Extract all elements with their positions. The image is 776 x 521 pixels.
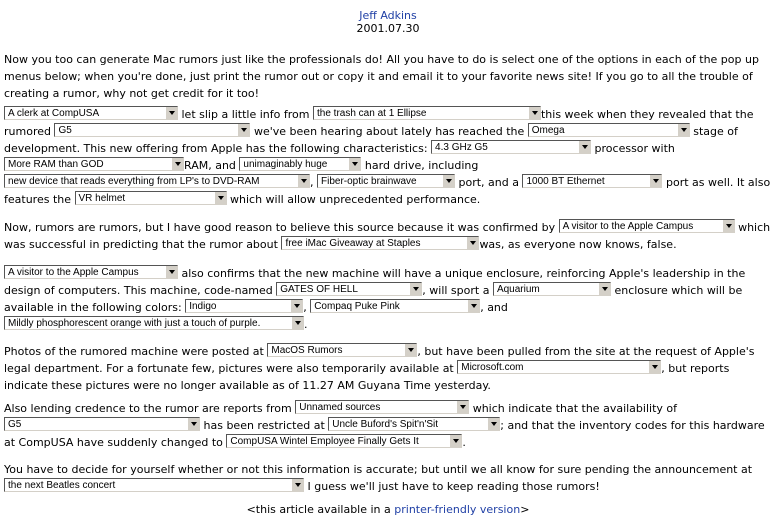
product-select[interactable]: G5 <box>54 123 250 137</box>
sources-select[interactable]: Unnamed sources <box>295 400 469 414</box>
chevron-down-icon <box>677 124 689 136</box>
event-select[interactable]: the next Beatles concert <box>4 478 304 492</box>
paragraph-4: Photos of the rumored machine were posted at MacOS Rumors , but have been pulled from the site at the request of Apple's legal department. For a fortunate few, pictures were also temporarily available at Microsoft.com , but reports indicate these pictures were no longer available as of 11.27 AM Guyana Time yesterday. <box>4 345 755 392</box>
paragraph-3: A visitor to the Apple Campus also confirms that the new machine will have a unique enclosure, reinforcing Apple's leadership in the design of computers. This machine, code-named GATES OF HELL , will sport a Aquarium enclosure which will be available in the following colors: Indigo , Compaq Puke Pink , and Mildly phosphorescent orange with just a touch of purple. . <box>4 267 746 331</box>
chevron-down-icon <box>165 266 177 278</box>
chevron-down-icon <box>578 141 590 153</box>
confirmer-select[interactable]: A visitor to the Apple Campus <box>559 219 735 233</box>
footer: <this article available in a printer-friendly version> <box>246 503 530 516</box>
codename-select[interactable]: GATES OF HELL <box>276 282 422 296</box>
chevron-down-icon <box>467 300 479 312</box>
chevron-down-icon <box>214 192 226 204</box>
chevron-down-icon <box>528 107 540 119</box>
author-name: Jeff Adkins <box>359 9 417 22</box>
ram-select[interactable]: More RAM than GOD <box>4 157 184 171</box>
chevron-down-icon <box>187 418 199 430</box>
code-select[interactable]: CompUSA Wintel Employee Finally Gets It <box>226 434 462 448</box>
store-select[interactable]: Uncle Buford's Spit'n'Sit <box>328 417 500 431</box>
chevron-down-icon <box>237 124 249 136</box>
paragraph-6: You have to decide for yourself whether or not this information is accurate; but until we all know for sure pending the announcement atthe next Beatles concert I guess we'll just have to keep reading those rumors! <box>4 463 753 493</box>
chevron-down-icon <box>648 361 660 373</box>
chevron-down-icon <box>598 283 610 295</box>
stage-select[interactable]: Omega <box>528 123 690 137</box>
chevron-down-icon <box>297 175 309 187</box>
color1-select[interactable]: Indigo <box>185 299 303 313</box>
chevron-down-icon <box>348 158 360 170</box>
intro-paragraph: Now you too can generate Mac rumors just like the professionals do! All you have to do is select one of the options in each of the pop up menus below; when you're done, just print the rumor out or copy it and email it to your favorite news site! If you go to all the trouble of creating a rumor, why not get credit for it too! <box>4 53 759 100</box>
device-select[interactable]: new device that reads everything from LP's to DVD-RAM <box>4 174 310 188</box>
article-date: 2001.07.30 <box>356 22 420 35</box>
rumor-select[interactable]: free iMac Giveaway at Staples <box>281 236 479 250</box>
printer-friendly-link[interactable]: printer-friendly version <box>394 503 521 516</box>
chevron-down-icon <box>291 479 303 491</box>
confirmer2-select[interactable]: A visitor to the Apple Campus <box>4 265 178 279</box>
chevron-down-icon <box>290 300 302 312</box>
chevron-down-icon <box>291 317 303 329</box>
enclosure-select[interactable]: Aquarium <box>493 282 611 296</box>
paragraph-1: A clerk at CompUSA let slip a little info from the trash can at 1 Ellipse this week when they revealed that the rumored G5 we've been hearing about lately has reached the Omega stage of development. This new offering from Apple has the following characteristics: 4.3 GHz G5 processor with More RAM than GOD RAM, and unimaginably huge hard drive, including new device that reads everything from LP's to DVD-RAM , Fiber-optic brainwave port, and a 1000 BT Ethernet port as well. It also features the VR helmet which will allow unprecedented performance. <box>4 108 771 206</box>
chevron-down-icon <box>165 107 177 119</box>
feature-select[interactable]: VR helmet <box>75 191 227 205</box>
chevron-down-icon <box>722 220 734 232</box>
product2-select[interactable]: G5 <box>4 417 200 431</box>
color3-select[interactable]: Mildly phosphorescent orange with just a touch of purple. <box>4 316 304 330</box>
processor-select[interactable]: 4.3 GHz G5 <box>431 140 591 154</box>
chevron-down-icon <box>442 175 454 187</box>
port1-select[interactable]: Fiber-optic brainwave <box>317 174 455 188</box>
chevron-down-icon <box>456 401 468 413</box>
port2-select[interactable]: 1000 BT Ethernet <box>522 174 662 188</box>
chevron-down-icon <box>649 175 661 187</box>
site2-select[interactable]: Microsoft.com <box>457 360 661 374</box>
site-select[interactable]: MacOS Rumors <box>267 343 417 357</box>
chevron-down-icon <box>404 344 416 356</box>
article-header <box>0 9 776 35</box>
drive-size-select[interactable]: unimaginably huge <box>239 157 361 171</box>
chevron-down-icon <box>171 158 183 170</box>
chevron-down-icon <box>466 237 478 249</box>
paragraph-2: Now, rumors are rumors, but I have good reason to believe this source because it was confirmed by A visitor to the Apple Campus which was successful in predicting that the rumor about free iMac Giveaway at Staples was, as everyone now knows, false. <box>4 221 771 251</box>
source-select[interactable]: A clerk at CompUSA <box>4 106 178 120</box>
color2-select[interactable]: Compaq Puke Pink <box>310 299 480 313</box>
paragraph-5: Also lending credence to the rumor are reports from Unnamed sources which indicate that the availability of G5 has been restricted at Uncle Buford's Spit'n'Sit ; and that the inventory codes for this hardware at CompUSA have suddenly changed to CompUSA Wintel Employee Finally Gets It . <box>4 402 765 449</box>
chevron-down-icon <box>409 283 421 295</box>
origin-select[interactable]: the trash can at 1 Ellipse <box>313 106 541 120</box>
chevron-down-icon <box>449 435 461 447</box>
chevron-down-icon <box>487 418 499 430</box>
